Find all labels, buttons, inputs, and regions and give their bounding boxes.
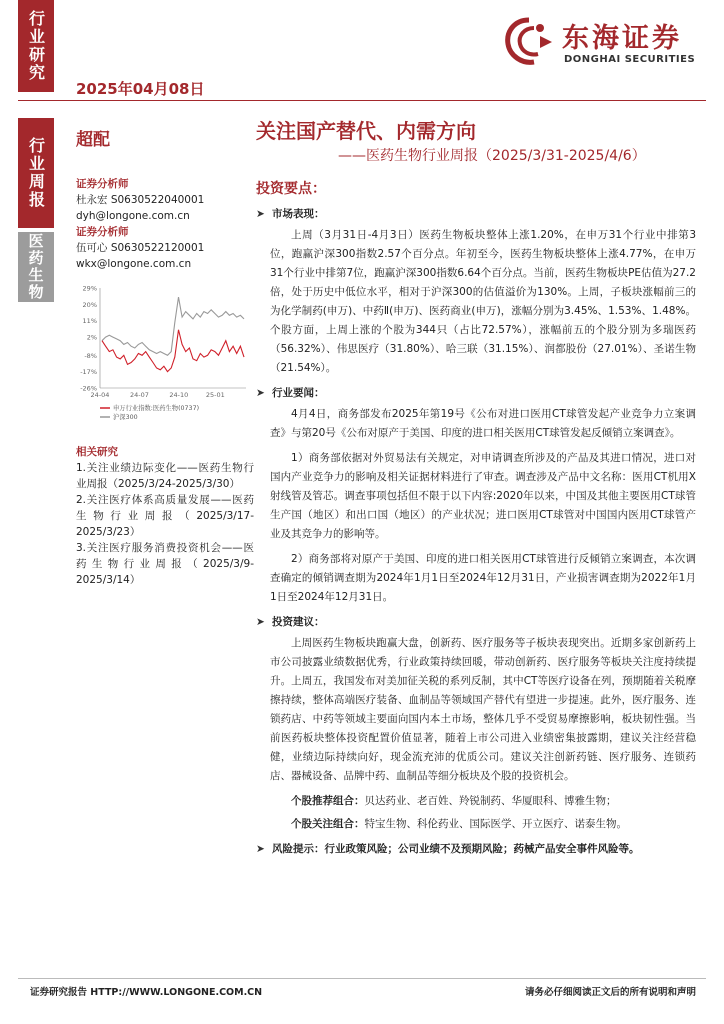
footer-right: 请务必仔细阅读正文后的所有说明和声明 xyxy=(524,987,696,998)
logo-text-en: DONGHAI SECURITIES xyxy=(564,54,696,65)
news-heading: ➤ 行业要闻： xyxy=(256,384,696,403)
pick-portfolio: 个股推荐组合：贝达药业、老百姓、羚锐制药、华厦眼科、博雅生物； xyxy=(291,795,617,807)
x-tick-label: 25-01 xyxy=(205,391,225,399)
footer-divider xyxy=(18,978,706,979)
arrow-bullet-icon: ➤ xyxy=(256,616,265,628)
market-paragraph: 上周（3月31日-4月3日）医药生物板块整体上涨1.20%，在申万31个行业中排第3位，跑赢沪深300指数2.57个百分点。年初至今，医药生物板块整体上涨4.77%，在申万31个行业中排第7位，跑赢沪深300指数6.64个百分点。当前，医药生物板块PE估值为27.2倍，处于历史中低位水平，相对于沪深300的估值溢价为130%。上周，子板块涨幅前三的为化学制药(申万)、中药Ⅱ(申万)、医药商业(申万)，涨幅分别为3.45%、1.53%、1.48%。个股方面，上周上涨的个股为344只（占比72.57%），涨幅前五的个股分别为多瑞医药（56.32%）、伟思医疗（31.80%）、哈三联（31.15%）、润都股份（27.01%）、圣诺生物（21.54%）。 xyxy=(270,229,696,374)
arrow-bullet-icon: ➤ xyxy=(256,208,265,220)
rating: 超配 xyxy=(76,130,110,150)
news-paragraph: 2）商务部将对原产于美国、印度的进口相关医用CT球管进行反倾销立案调查，本次调查确定的倾销调查期为2024年1月1日至2024年12月31日，产业损害调查期为2022年1月1日至2024年12月31日。 xyxy=(270,553,696,603)
sidebar-report-type: 行业周报 xyxy=(18,118,54,228)
arrow-bullet-icon: ➤ xyxy=(256,843,265,855)
analyst-email[interactable]: dyh@longone.com.cn xyxy=(76,210,190,222)
y-tick-label: 29% xyxy=(82,284,97,293)
advice-paragraph: 上周医药生物板块跑赢大盘，创新药、医疗服务等子板块表现突出。近期多家创新药上市公司披露业绩数据优秀，行业政策持续回暖，带动创新药、医疗服务等板块关注度持续提升。上周五，我国发布对美加征关税的系列反制，其中CT等医疗设备在列，预期随着关税摩擦持续，整体高端医疗装备、血制品等领域国产替代有望进一步提速。此外，医疗服务、连锁药店、中药等领域主要面向国内本土市场，整体几乎不受贸易摩擦影响，板块韧性强。当前医药板块整体投资配置价值显著，随着上市公司进入业绩密集披露期，建议关注经营稳健，业绩边际持续向好，现金流充沛的优质公司。建议关注创新药链、医疗服务、连锁药店、器械设备、品牌中药、血制品等细分板块及个股的投资机会。 xyxy=(270,637,696,782)
y-tick-label: 2% xyxy=(86,333,97,342)
key-points xyxy=(256,180,696,861)
advice-heading: ➤ 投资建议： xyxy=(256,613,696,632)
sidebar-category: 行业研究 xyxy=(18,0,54,92)
related-item[interactable]: 3.关注医疗服务消费投资机会——医药生物行业周报（2025/3/9-2025/3/14） xyxy=(76,542,254,586)
x-tick-label: 24-10 xyxy=(169,391,189,399)
header-divider xyxy=(18,100,706,101)
y-tick-label: 20% xyxy=(82,300,97,309)
related-research xyxy=(76,444,254,588)
news-paragraph: 1）商务部依据对外贸易法有关规定，对申请调查所涉及的产品及其进口情况，进口对国内产业竞争力的影响及相关证据材料进行了审查。调查涉及产品中文名称：医用CT机用X射线管及管芯。调查事项包括但不限于以下内容:2020年以来，中国及其他主要医用CT球管生产国（地区）和出口国（地区）的产业状况；进口医用CT球管对中国国内医用CT球管产业及其竞争力的影响等。 xyxy=(270,452,696,540)
report-subtitle: ——医药生物行业周报（2025/3/31-2025/4/6） xyxy=(338,148,646,164)
related-item[interactable]: 2.关注医疗体系高质量发展——医药生物行业周报（2025/3/17-2025/3/23） xyxy=(76,494,254,538)
related-item[interactable]: 1.关注业绩边际变化——医药生物行业周报（2025/3/24-2025/3/30） xyxy=(76,462,254,490)
related-label: 相关研究 xyxy=(76,446,118,458)
logo-emblem-icon xyxy=(500,14,558,70)
analyst-name: 杜永宏 S0630522040001 xyxy=(76,194,205,206)
performance-chart xyxy=(76,282,256,430)
sidebar-industry: 医药生物 xyxy=(18,232,54,302)
report-date: 2025年04月08日 xyxy=(76,80,205,98)
risk-line: ➤ 风险提示：行业政策风险；公司业绩不及预期风险；药械产品安全事件风险等。 xyxy=(256,840,696,859)
market-heading: ➤ 市场表现： xyxy=(256,205,696,224)
y-tick-label: -26% xyxy=(80,384,97,393)
y-tick-label: -8% xyxy=(84,351,97,360)
news-paragraph: 4月4日，商务部发布2025年第19号《公布对进口医用CT球管发起产业竞争力立案调查》与第20号《公布对原产于美国、印度的进口相关医用CT球管发起反倾销立案调查》。 xyxy=(270,408,696,439)
analyst-label: 证券分析师 xyxy=(76,226,129,238)
analyst-email[interactable]: wkx@longone.com.cn xyxy=(76,258,192,270)
analyst-name: 伍可心 S0630522120001 xyxy=(76,242,205,254)
report-title: 关注国产替代、内需方向 xyxy=(256,119,476,143)
x-tick-label: 24-04 xyxy=(90,391,110,399)
legend-label: 沪深300 xyxy=(113,414,138,421)
company-logo xyxy=(500,14,710,74)
x-tick-label: 24-07 xyxy=(129,391,149,399)
key-points-heading: 投资要点： xyxy=(256,181,326,197)
legend-label: 申万行业指数:医药生物(0737) xyxy=(113,405,200,412)
watch-portfolio: 个股关注组合：特宝生物、科伦药业、国际医学、开立医疗、诺泰生物。 xyxy=(291,818,627,830)
analyst-label: 证券分析师 xyxy=(76,178,129,190)
logo-text-cn: 东海证券 xyxy=(562,23,682,54)
footer-left[interactable]: 证券研究报告 HTTP://WWW.LONGONE.COM.CN xyxy=(30,987,263,998)
arrow-bullet-icon: ➤ xyxy=(256,387,265,399)
analyst-list xyxy=(76,176,256,272)
y-tick-label: 11% xyxy=(82,317,97,326)
y-tick-label: -17% xyxy=(80,368,97,377)
